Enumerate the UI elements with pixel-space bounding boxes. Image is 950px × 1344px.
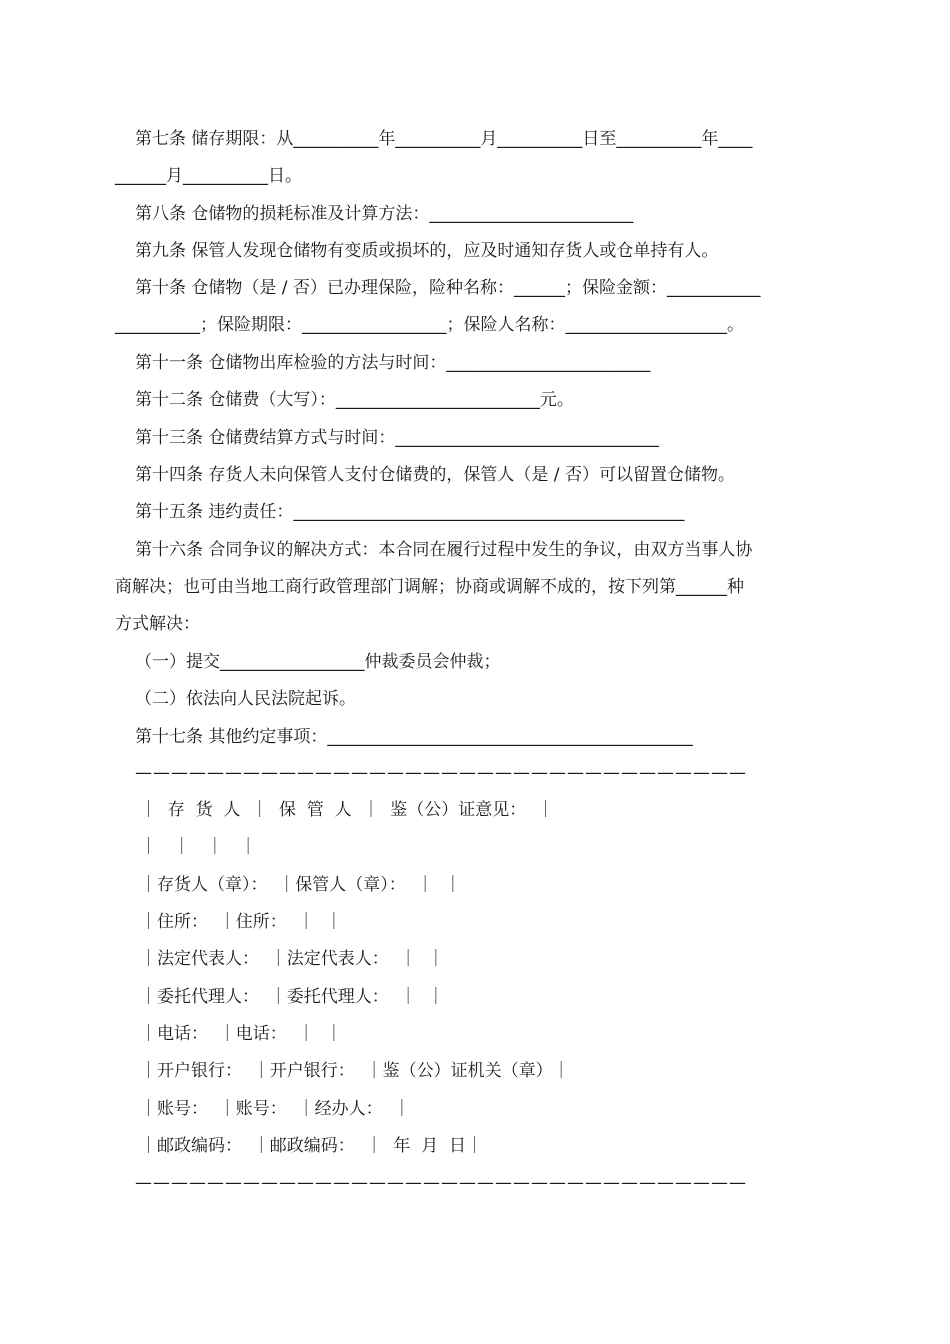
clause-10-line-1: 第十条 仓储物（是 / 否）已办理保险，险种名称：______；保险金额：___________	[135, 278, 761, 298]
signature-table-row: ｜法定代表人： ｜法定代表人： ｜ ｜	[140, 949, 445, 969]
clause-16-option-2: （二）依法向人民法院起诉。	[135, 689, 356, 709]
signature-table-row: ｜邮政编码： ｜邮政编码： ｜ 年 月 日｜	[140, 1136, 484, 1156]
clause-11: 第十一条 仓储物出库检验的方法与时间：________________________	[135, 353, 651, 373]
signature-table-row: ｜账号： ｜账号： ｜经办人： ｜	[140, 1099, 411, 1119]
clause-7-line-1: 第七条 储存期限：从__________年__________月__________日至__________年____	[135, 129, 753, 149]
signature-table-row: ｜存货人（章）： ｜保管人（章）： ｜ ｜	[140, 875, 462, 895]
clause-17: 第十七条 其他约定事项：___________________________________________	[135, 727, 693, 747]
table-top-separator: ——————————————————————————————————	[135, 763, 747, 783]
signature-table-row: ｜ 存 货 人 ｜ 保 管 人 ｜ 鉴（公）证意见： ｜	[140, 800, 555, 820]
signature-table-row: ｜住所： ｜住所： ｜ ｜	[140, 912, 343, 932]
clause-8: 第八条 仓储物的损耗标准及计算方法：________________________	[135, 204, 634, 224]
signature-table-row: ｜委托代理人： ｜委托代理人： ｜ ｜	[140, 987, 445, 1007]
clause-16-line-1: 第十六条 合同争议的解决方式：本合同在履行过程中发生的争议，由双方当事人协	[135, 540, 753, 560]
table-bottom-separator: ——————————————————————————————————	[135, 1173, 747, 1193]
clause-9: 第九条 保管人发现仓储物有变质或损坏的，应及时通知存货人或仓单持有人。	[135, 241, 719, 261]
clause-16-line-2: 商解决；也可由当地工商行政管理部门调解；协商或调解不成的，按下列第______种	[115, 577, 744, 597]
clause-10-line-2: __________；保险期限：_________________；保险人名称：___________________。	[115, 315, 744, 335]
signature-table-row: ｜电话： ｜电话： ｜ ｜	[140, 1024, 343, 1044]
clause-12: 第十二条 仓储费（大写）：________________________元。	[135, 390, 574, 410]
clause-16-option-1: （一）提交_________________仲裁委员会仲裁；	[135, 652, 501, 672]
clause-16-line-3: 方式解决：	[115, 614, 200, 634]
clause-13: 第十三条 仓储费结算方式与时间：_______________________________	[135, 428, 659, 448]
signature-table-row: ｜ ｜ ｜ ｜	[140, 837, 257, 857]
clause-7-line-2: ______月__________日。	[115, 166, 302, 186]
clause-15: 第十五条 违约责任：______________________________________________	[135, 502, 685, 522]
clause-14: 第十四条 存货人未向保管人支付仓储费的，保管人（是 / 否）可以留置仓储物。	[135, 465, 735, 485]
signature-table-row: ｜开户银行： ｜开户银行： ｜鉴（公）证机关（章）｜	[140, 1061, 570, 1081]
